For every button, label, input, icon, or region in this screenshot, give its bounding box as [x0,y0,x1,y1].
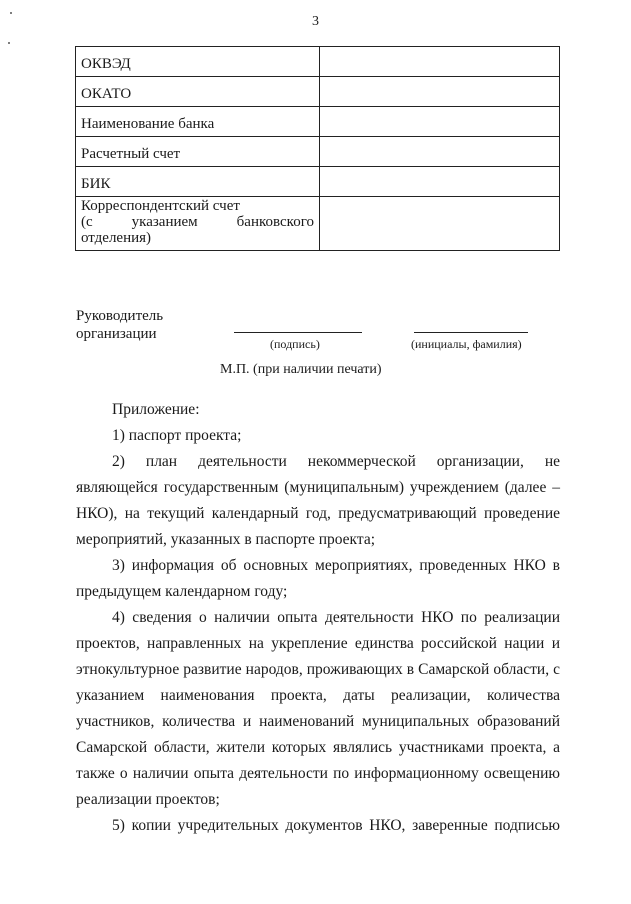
appendix-section [76,397,560,839]
head-of-organization-label [76,307,163,343]
correspondent-word: указанием [131,214,198,230]
correspondent-word: банковского [236,214,314,230]
correspondent-line-1: Корреспондентский счет [81,198,240,214]
row-value-okato [320,77,560,107]
table-row [76,197,560,251]
signature-caption: (подпись) [270,337,320,351]
scan-speck [10,12,12,14]
table-row [76,137,560,167]
table-row [76,167,560,197]
table-row [76,47,560,77]
initials-caption: (инициалы, фамилия) [411,337,522,351]
page-number: 3 [312,14,319,29]
row-value-okved [320,47,560,77]
appendix-item: 2) план деятельности некоммерческой организации, не являющейся государственным (муниципальным) учреждением (далее – НКО), на текущий календарный год, предусматривающий проведение мероприятий, указанных в паспорте проекта; [76,453,560,548]
table-row [76,77,560,107]
appendix-item: 3) информация об основных мероприятиях, проведенных НКО в предыдущем календарном году; [76,557,560,600]
row-label-account: Расчетный счет [76,137,320,167]
head-label-line-2: организации [76,326,157,342]
row-value-bank-name [320,107,560,137]
row-label-okved: ОКВЭД [76,47,320,77]
row-label-okato: ОКАТО [76,77,320,107]
row-label-correspondent [76,197,320,251]
appendix-item: 5) копии учредительных документов НКО, заверенные подписью [112,817,560,834]
appendix-heading: Приложение: [112,401,200,418]
correspondent-word: (с [81,214,93,230]
row-value-bik [320,167,560,197]
signature-line [234,332,362,333]
head-label-line-1: Руководитель [76,308,164,324]
initials-line [414,332,528,333]
table-row [76,107,560,137]
appendix-item: 1) паспорт проекта; [112,427,242,444]
appendix-item: 4) сведения о наличии опыта деятельности НКО по реализации проектов, направленных на укрепление единства российской нации и этнокультурное развитие народов, проживающих в Самарской области, с указанием наименования проекта, даты реализации, количества участников, количества и наименований муниципальных образований Самарской области, жители которых являлись участниками проекта, а также о наличии опыта деятельности по информационному освещению реализации проектов; [76,609,560,808]
correspondent-line-3: отделения) [81,230,152,246]
row-label-bank-name: Наименование банка [76,107,320,137]
row-label-bik: БИК [76,167,320,197]
correspondent-line-2 [81,214,314,230]
row-value-account [320,137,560,167]
stamp-note: М.П. (при наличии печати) [220,362,382,377]
bank-details-table [75,46,560,251]
scan-speck [8,42,10,44]
row-value-correspondent [320,197,560,251]
